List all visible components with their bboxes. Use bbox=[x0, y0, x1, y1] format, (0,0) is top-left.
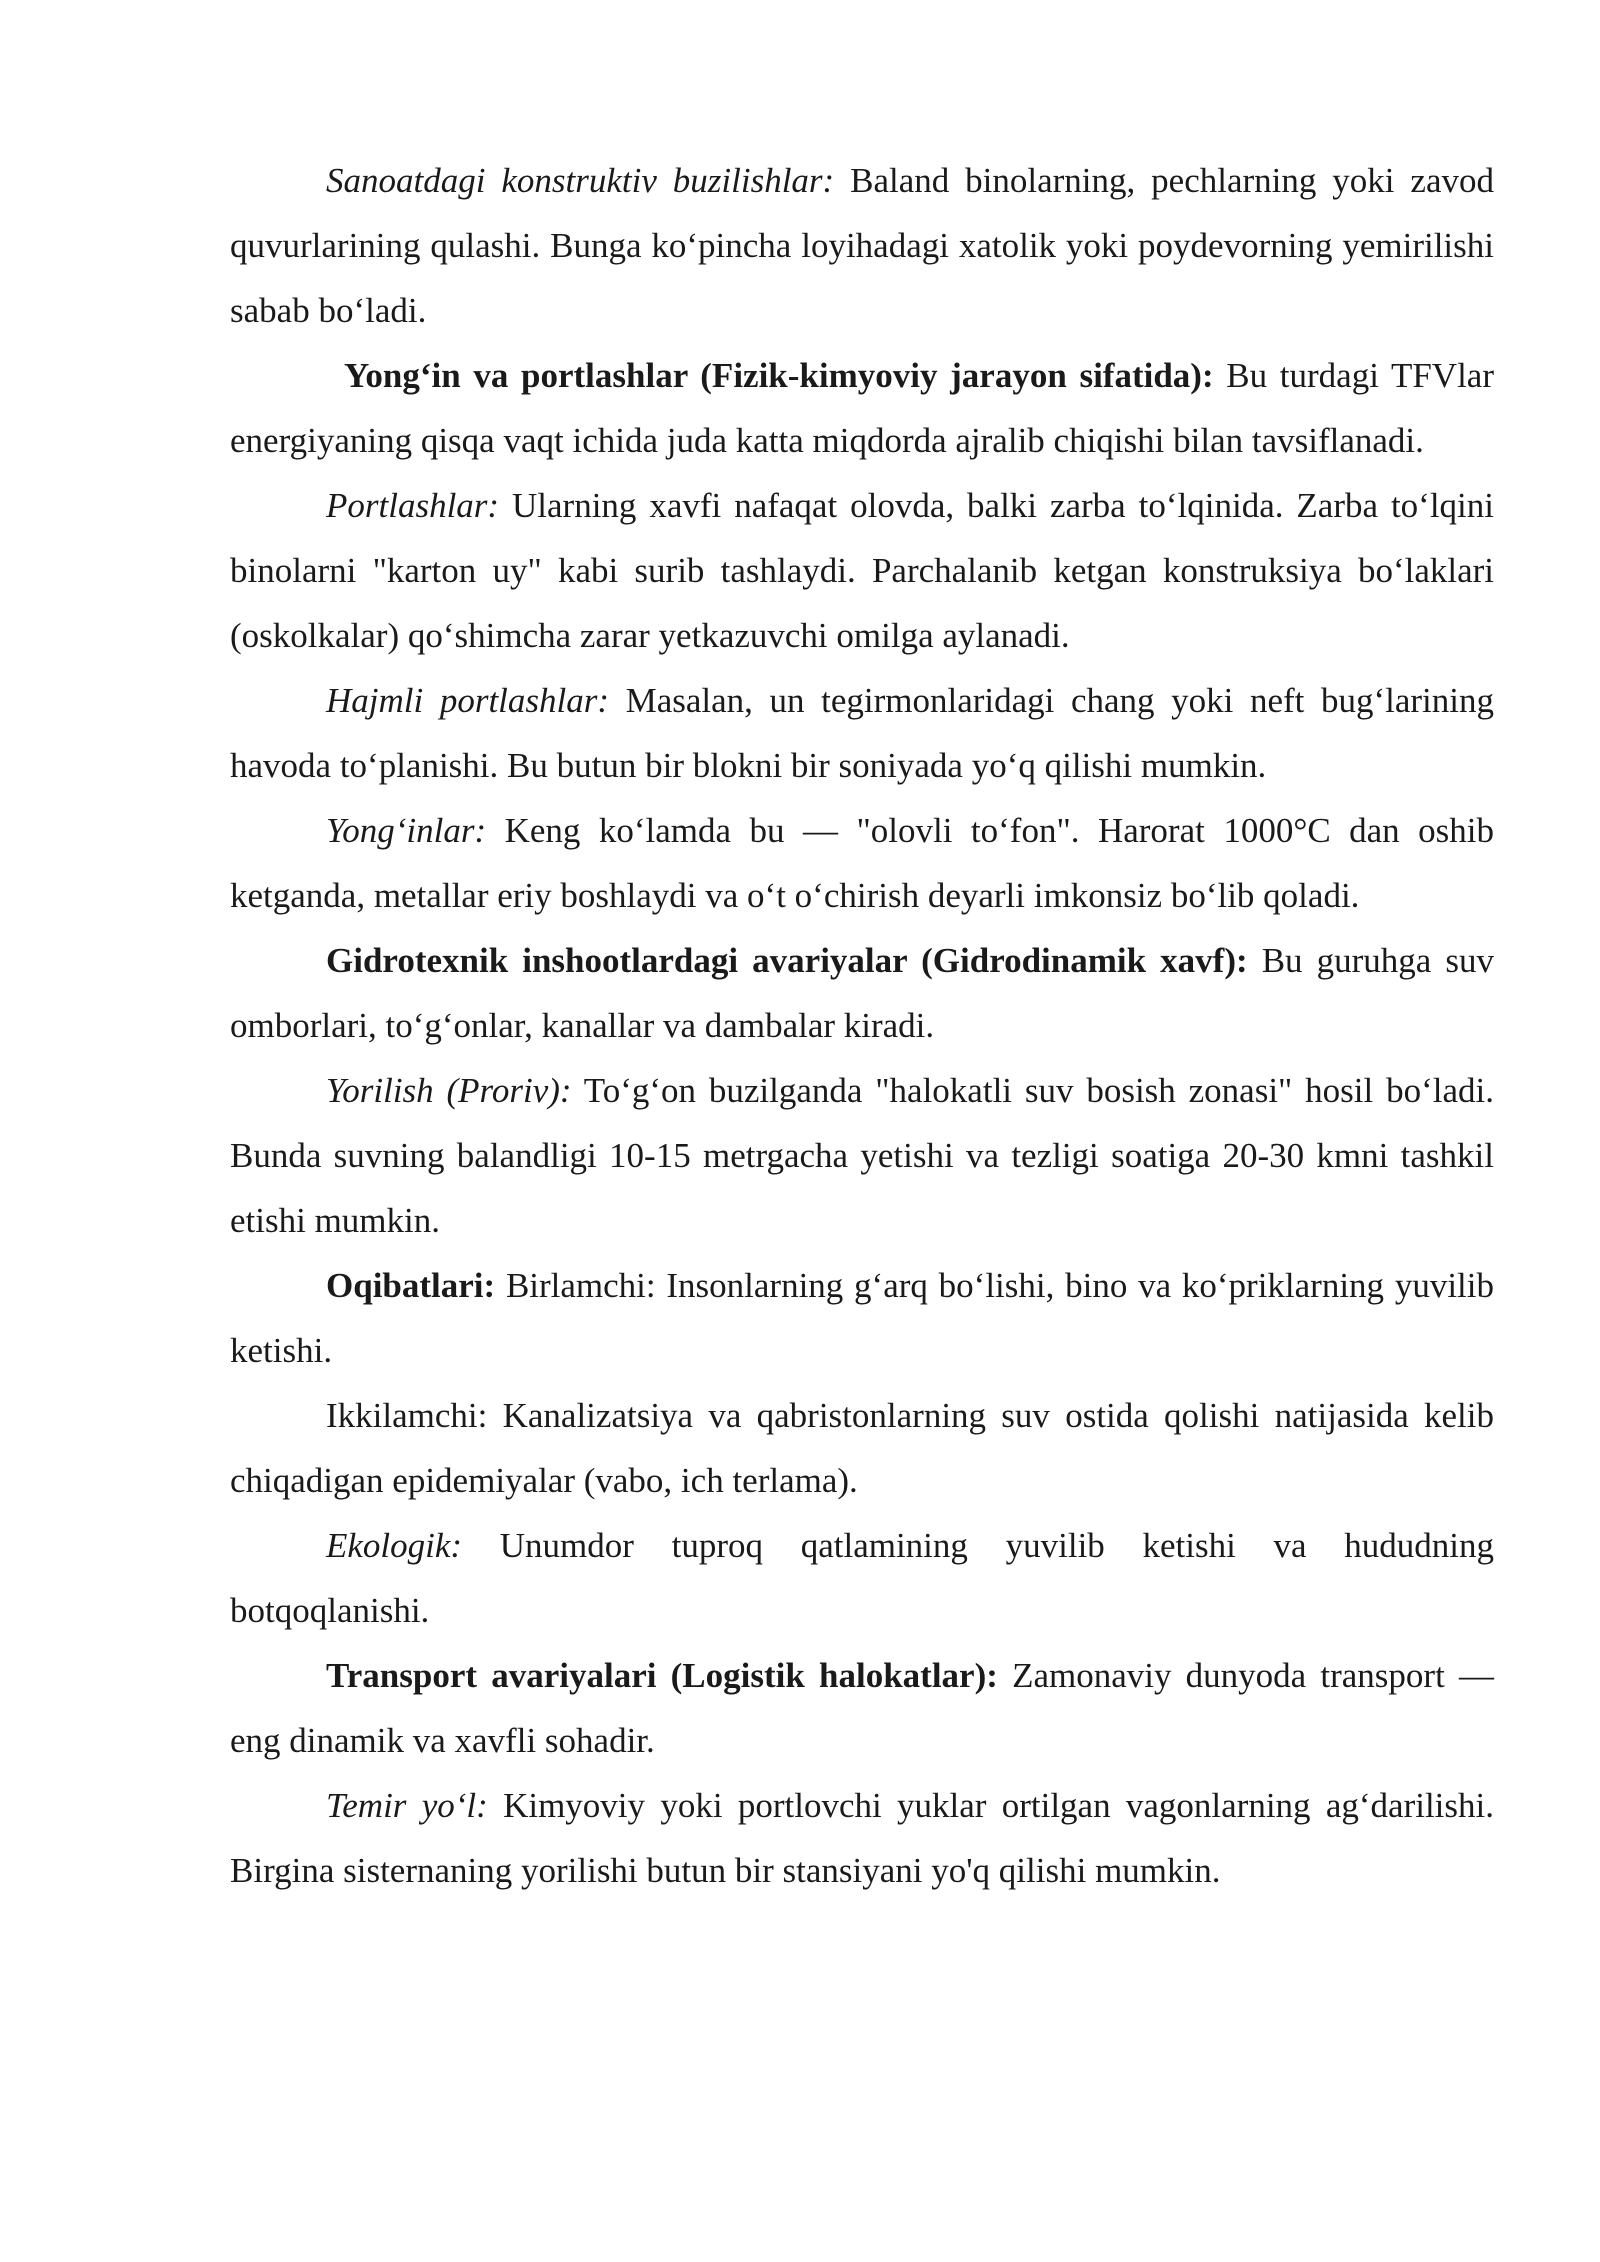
paragraph-ecological bbox=[230, 1513, 1494, 1643]
paragraph-body: To‘g‘on buzilganda "halokatli suv bosish zonasi" hosil bo‘ladi. Bunda suvning balandligi 10-15 metrgacha yetishi va tezligi soatiga 20-30 kmni tashkil etishi mumkin. bbox=[230, 1071, 1494, 1240]
paragraph-body: Masalan, un tegirmonlaridagi chang yoki neft bug‘larining havoda to‘planishi. Bu butun bir blokni bir soniyada yo‘q qilishi mumkin. bbox=[230, 681, 1494, 785]
paragraph-body: Kimyoviy yoki portlovchi yuklar ortilgan vagonlarning ag‘darilishi. Birgina sisternaning yorilishi butun bir stansiyani yo'q qilishi mumkin. bbox=[230, 1786, 1494, 1890]
paragraph-lead: Sanoatdagi konstruktiv buzilishlar: bbox=[326, 161, 835, 200]
section-heading: Yong‘in va portlashlar (Fizik-kimyoviy jarayon sifatida): bbox=[344, 356, 1214, 395]
document-page bbox=[230, 148, 1494, 1903]
paragraph-body: Zamonaviy dunyoda transport — eng dinamik va xavfli sohadir. bbox=[230, 1656, 1494, 1760]
paragraph-secondary bbox=[230, 1383, 1494, 1513]
paragraph-body: Baland binolarning, pechlarning yoki zavod quvurlarining qulashi. Bunga ko‘pincha loyihadagi xatolik yoki poydevorning yemirilishi sabab bo‘ladi. bbox=[230, 161, 1494, 330]
paragraph-lead: Portlashlar: bbox=[326, 486, 500, 525]
paragraph-railway bbox=[230, 1773, 1494, 1903]
paragraph-volumetric-explosions bbox=[230, 668, 1494, 798]
paragraph-body: Bu turdagi TFVlar energiyaning qisqa vaqt ichida juda katta miqdorda ajralib chiqishi bilan tavsiflanadi. bbox=[230, 356, 1494, 460]
paragraph-body: Birlamchi: Insonlarning g‘arq bo‘lishi, bino va ko‘priklarning yuvilib ketishi. bbox=[230, 1266, 1494, 1370]
paragraph-body: Ikkilamchi: Kanalizatsiya va qabristonlarning suv ostida qolishi natijasida kelib chiqadigan epidemiyalar (vabo, ich terlama). bbox=[230, 1396, 1494, 1500]
paragraph-lead: Temir yo‘l: bbox=[326, 1786, 488, 1825]
paragraph-lead: Yorilish (Proriv): bbox=[326, 1071, 572, 1110]
section-heading: Gidrotexnik inshootlardagi avariyalar (Gidrodinamik xavf): bbox=[326, 941, 1248, 980]
paragraph-lead: Ekologik: bbox=[326, 1526, 463, 1565]
paragraph-explosions bbox=[230, 473, 1494, 668]
paragraph-consequences bbox=[230, 1253, 1494, 1383]
section-heading: Transport avariyalari (Logistik halokatlar): bbox=[326, 1656, 998, 1695]
paragraph-fires bbox=[230, 798, 1494, 928]
section-heading: Oqibatlari: bbox=[326, 1266, 496, 1305]
paragraph-hydro-accidents bbox=[230, 928, 1494, 1058]
paragraph-transport-accidents bbox=[230, 1643, 1494, 1773]
paragraph-lead: Hajmli portlashlar: bbox=[326, 681, 610, 720]
paragraph-body: Unumdor tuproq qatlamining yuvilib ketishi va hududning botqoqlanishi. bbox=[230, 1526, 1494, 1630]
paragraph-breach bbox=[230, 1058, 1494, 1253]
paragraph-fires-explosions bbox=[230, 343, 1494, 473]
paragraph-body: Keng ko‘lamda bu — "olovli to‘fon". Harorat 1000°C dan oshib ketganda, metallar eriy boshlaydi va o‘t o‘chirish deyarli imkonsiz bo‘lib qoladi. bbox=[230, 811, 1494, 915]
paragraph-body: Bu guruhga suv omborlari, to‘g‘onlar, kanallar va dambalar kiradi. bbox=[230, 941, 1494, 1045]
paragraph-industrial-failures bbox=[230, 148, 1494, 343]
paragraph-lead: Yong‘inlar: bbox=[326, 811, 487, 850]
paragraph-body: Ularning xavfi nafaqat olovda, balki zarba to‘lqinida. Zarba to‘lqini binolarni "karton uy" kabi surib tashlaydi. Parchalanib ketgan konstruksiya bo‘laklari (oskolkalar) qo‘shimcha zarar yetkazuvchi omilga aylanadi. bbox=[230, 486, 1494, 655]
